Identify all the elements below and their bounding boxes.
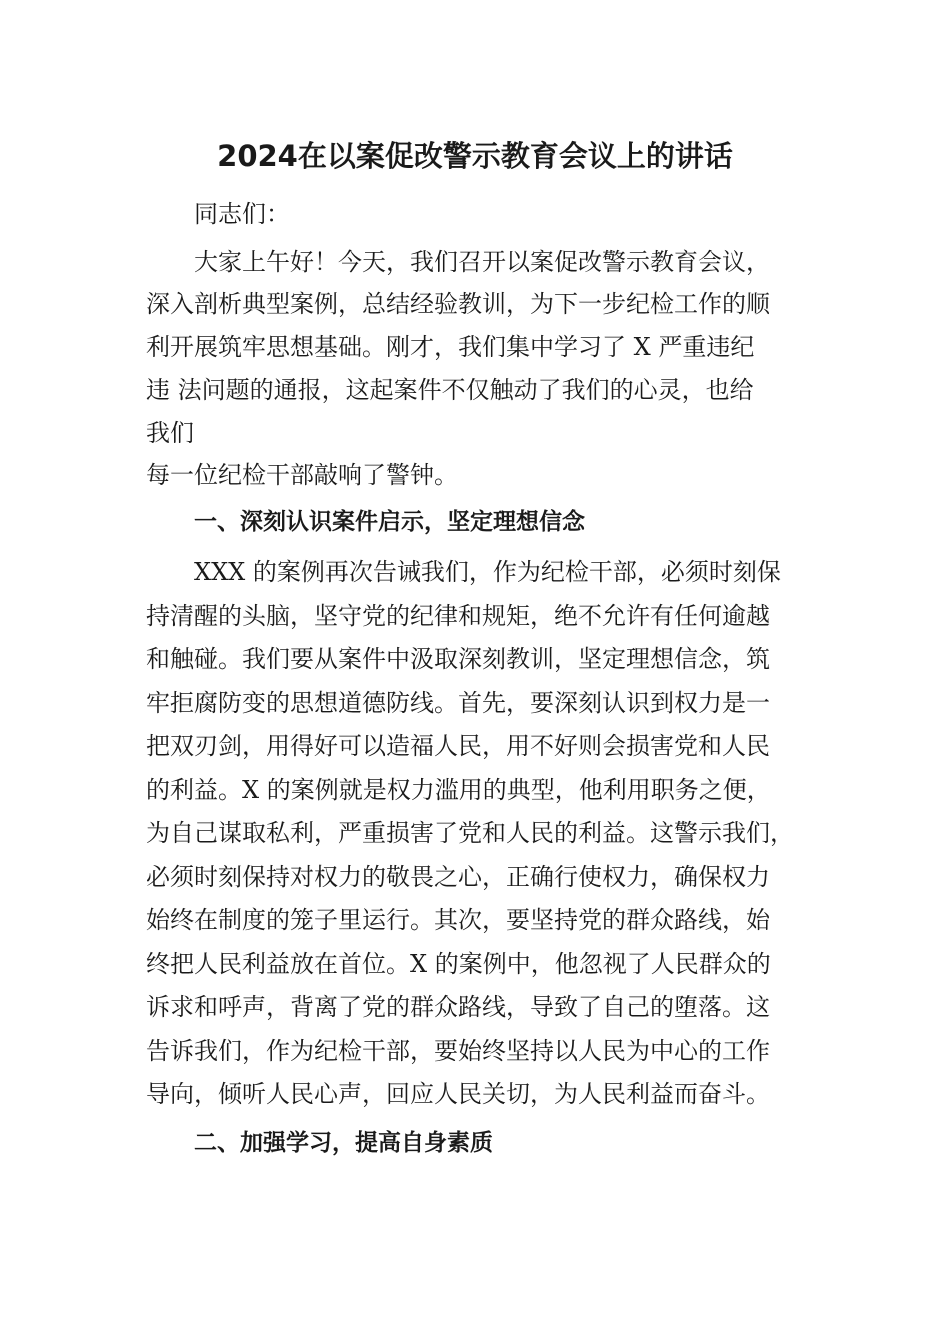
section1-line: 把双刃剑，用得好可以造福人民，用不好则会损害党和人民 xyxy=(146,732,770,760)
section1-line: XXX 的案例再次告诫我们，作为纪检干部，必须时刻保 xyxy=(194,558,781,586)
intro-line: 利开展筑牢思想基础。刚才，我们集中学习了 X 严重违纪 xyxy=(146,333,755,361)
section1-line: 必须时刻保持对权力的敬畏之心，正确行使权力，确保权力 xyxy=(146,863,770,891)
section1-line: 牢拒腐防变的思想道德防线。首先，要深刻认识到权力是一 xyxy=(146,689,770,717)
section1-line: 告诉我们，作为纪检干部，要始终坚持以人民为中心的工作 xyxy=(146,1037,770,1065)
intro-line: 每一位纪检干部敲响了警钟。 xyxy=(146,461,458,489)
section1-line: 持清醒的头脑，坚守党的纪律和规矩，绝不允许有任何逾越 xyxy=(146,602,770,630)
intro-line: 深入剖析典型案例，总结经验教训，为下一步纪检工作的顺 xyxy=(146,290,770,318)
section1-line: 诉求和呼声，背离了党的群众路线，导致了自己的堕落。这 xyxy=(146,993,770,1021)
document-title: 2024在以案促改警示教育会议上的讲话 xyxy=(217,139,733,173)
section-heading-1: 一、深刻认识案件启示，坚定理想信念 xyxy=(194,509,585,535)
intro-line: 我们 xyxy=(146,419,194,447)
intro-line: 大家上午好！今天，我们召开以案促改警示教育会议， xyxy=(194,248,770,276)
section-heading-2: 二、加强学习，提高自身素质 xyxy=(194,1130,493,1156)
section1-line: 始终在制度的笼子里运行。其次，要坚持党的群众路线，始 xyxy=(146,906,770,934)
section1-line: 和触碰。我们要从案件中汲取深刻教训，坚定理想信念，筑 xyxy=(146,645,770,673)
section1-line: 终把人民利益放在首位。X 的案例中，他忽视了人民群众的 xyxy=(146,950,771,978)
intro-line: 违 法问题的通报，这起案件不仅触动了我们的心灵，也给 xyxy=(146,376,754,404)
salutation: 同志们： xyxy=(194,200,290,228)
section1-line: 导向，倾听人民心声，回应人民关切，为人民利益而奋斗。 xyxy=(146,1080,770,1108)
section1-line: 为自己谋取私利，严重损害了党和人民的利益。这警示我们， xyxy=(146,819,794,847)
section1-line: 的利益。X 的案例就是权力滥用的典型，他利用职务之便， xyxy=(146,776,771,804)
